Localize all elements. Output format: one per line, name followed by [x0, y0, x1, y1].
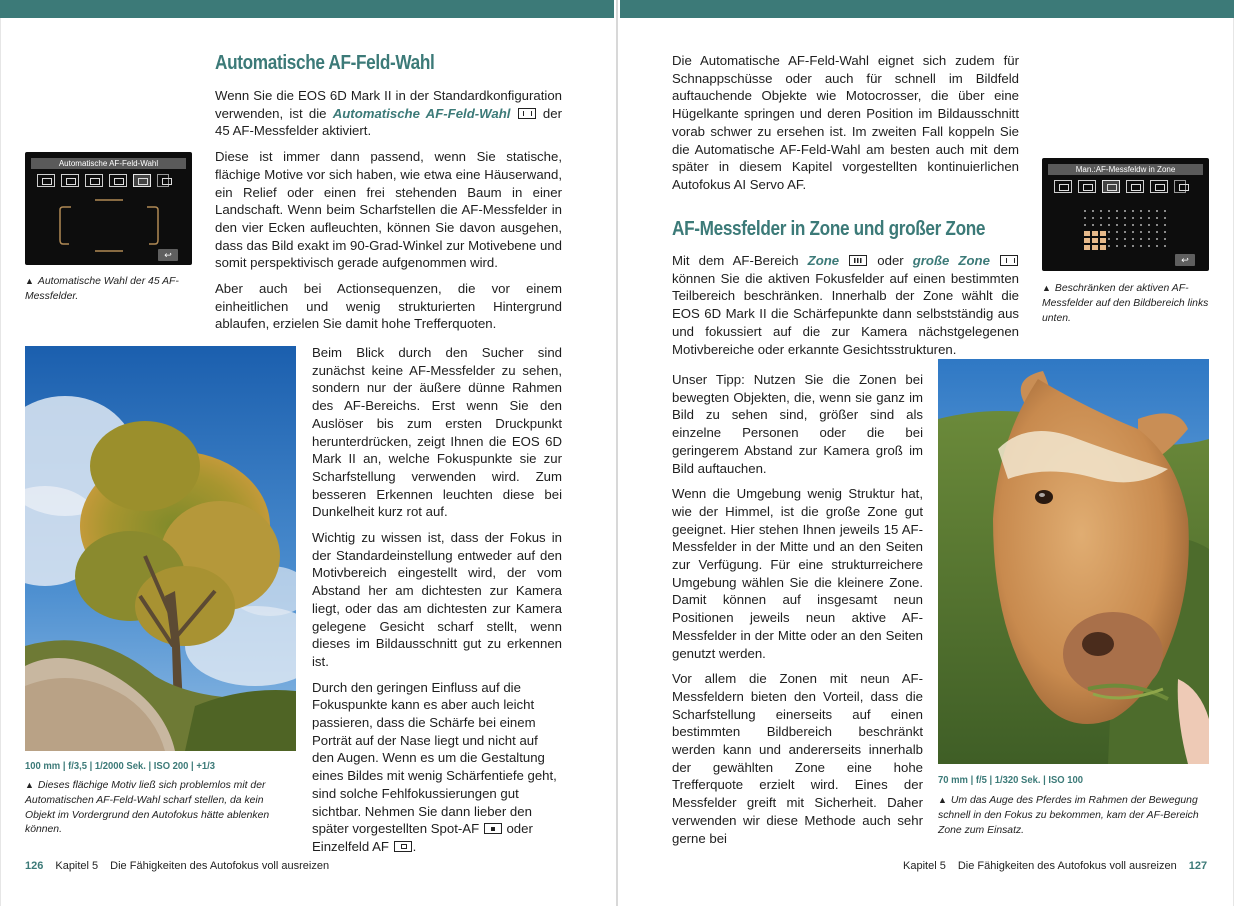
right-screen-caption-text: Beschränken der aktiven AF-Messfelder auf den Bildbereich links unten.: [1042, 283, 1209, 324]
large-zone-highlight: große Zone: [912, 253, 990, 268]
triangle-up-icon: ▲: [25, 276, 34, 286]
af-point: [1108, 210, 1110, 212]
left-paragraph-4: Wichtig zu wissen ist, dass der Fokus in der Standardeinstellung entweder auf den Motivbereich eingestellt wird, der vom Abstand her am dichtesten zur Kamera liegt, oder das am dichtesten zur Kamera gelegene Gesicht scharf stellt, wenn dieses im Bildausschnitt gut zu erkennen ist.: [312, 530, 562, 669]
right-paragraph-4: Vor allem die Zonen mit neun AF-Messfeldern bieten den Vorteil, dass die Scharfstellung einerseits auf einen bestimmten Bildbereich beschränkt werden kann und andererseits innerhalb der gewählten Zone eine hohe Trefferquote erzielt wird. Eines der Messfelder greift mit Sicherheit. Daher verwenden wir diese Methode auch sehr gerne bei: [672, 671, 923, 846]
af-point-active: [1084, 231, 1090, 236]
left-photo-caption-text: Dieses flächige Motiv ließ sich problemlos mit der Automatischen AF-Feld-Wahl scharf stellen, da kein Objekt im Vordergrund den Autofokus hätte ablenken können.: [25, 780, 270, 836]
af-point: [1156, 245, 1158, 247]
af-point: [1108, 217, 1110, 219]
screen-title: Automatische AF-Feld-Wahl: [31, 158, 186, 169]
intro-pre: Wenn Sie die EOS 6D Mark II in der Standardkonfiguration verwenden, ist die: [215, 88, 562, 121]
zone-af-inline-icon: [849, 255, 867, 266]
af-point: [1132, 231, 1134, 233]
left-paragraph-2: Aber auch bei Actionsequenzen, die vor einem einheitlichen und wenig strukturierten Hintergrund ablaufen, erzielen Sie damit hohe Trefferquoten.: [215, 281, 562, 332]
right-footer: [903, 860, 1207, 872]
af-point: [1124, 210, 1126, 212]
p1-post: können Sie die aktiven Fokusfelder auf einen bestimmten Teilbereich beschränken. Innerhalb der Zone wählt die EOS 6D Mark II die Schärfepunkte dann selbstständig aus und fokussiert auf die zur Kamera nächstgelegenen Motivbereiche oder erkannte Gesichtsstrukturen.: [672, 270, 1019, 357]
af-point: [1164, 210, 1166, 212]
left-page-number: 126: [25, 860, 44, 872]
right-paragraph-2: Unser Tipp: Nutzen Sie die Zonen bei bewegten Objekten, die, wenn sie ganz im Bild zu sehen sind, größer sind als einzelne Personen oder die bei geringerem Abstand zur Kamera groß im Bild auftauchen.: [672, 372, 923, 476]
tree-photo: [25, 346, 296, 751]
p5-post: .: [412, 838, 417, 854]
af-point: [1132, 224, 1134, 226]
right-paragraph-1: [672, 252, 1019, 358]
af-point: [1124, 245, 1126, 247]
af-point: [1148, 224, 1150, 226]
right-text-top: [672, 52, 1019, 202]
af-point: [1148, 217, 1150, 219]
af-point: [1164, 238, 1166, 240]
right-screen-caption: [1042, 281, 1214, 326]
af-point: [1140, 238, 1142, 240]
triangle-up-icon: ▲: [938, 795, 947, 805]
zone-highlight: Zone: [807, 253, 840, 268]
af-point: [1116, 224, 1118, 226]
spot-af-inline-icon: [484, 823, 502, 834]
right-text-column: [672, 371, 923, 855]
af-point: [1132, 245, 1134, 247]
p5-mid: oder Einzelfeld AF: [312, 821, 533, 854]
af-point-active: [1092, 238, 1098, 243]
back-arrow-icon: ↩: [1175, 254, 1195, 266]
af-point-active: [1092, 245, 1098, 250]
intro-highlight: Automatische AF-Feld-Wahl: [332, 105, 511, 121]
auto-af-icon: [518, 108, 536, 119]
left-text-column: [312, 344, 562, 864]
right-screen-title: Man.:AF-Messfeldw in Zone: [1048, 164, 1203, 175]
af-point: [1124, 224, 1126, 226]
right-zone-paragraph: [672, 252, 1019, 366]
af-point: [1100, 217, 1102, 219]
af-point: [1132, 210, 1134, 212]
af-point: [1140, 217, 1142, 219]
af-point-active: [1100, 245, 1106, 250]
back-arrow-icon: ↩: [158, 249, 178, 261]
af-point: [1140, 224, 1142, 226]
left-photo-caption: [25, 778, 295, 838]
left-paragraph-5: [312, 679, 562, 856]
right-top-bar: [620, 0, 1234, 18]
af-point: [1148, 245, 1150, 247]
af-point: [1092, 224, 1094, 226]
right-photo-caption: [938, 793, 1210, 838]
af-point-active: [1084, 238, 1090, 243]
af-point-active: [1092, 231, 1098, 236]
af-point: [1140, 245, 1142, 247]
single-point-af-inline-icon: [394, 841, 412, 852]
af-point: [1124, 217, 1126, 219]
af-point: [1084, 224, 1086, 226]
page-gutter: [616, 0, 618, 906]
af-point: [1140, 231, 1142, 233]
tree-photo-art: [25, 346, 296, 751]
af-point: [1116, 210, 1118, 212]
af-point: [1084, 210, 1086, 212]
horse-photo-art: [938, 359, 1209, 764]
camera-screen-auto-af: [25, 152, 192, 265]
af-point: [1132, 238, 1134, 240]
left-paragraph-1: Diese ist immer dann passend, wenn Sie statische, flächige Motive vor sich haben, wie etwa eine Häuserwand, ein Relief oder einen frei stehenden Baum in einer Landschaft. Wenn beim Scharfstellen die AF-Messfelder in den vier Ecken aufleuchten, können Sie davon ausgehen, dass das Bild exakt im 90-Grad-Winkel zur Motivebene und somit perspektivisch gerade aufgenommen wird.: [215, 149, 562, 271]
triangle-up-icon: ▲: [1042, 283, 1051, 293]
right-photo-caption-text: Um das Auge des Pferdes im Rahmen der Bewegung schnell in den Fokus zu bekommen, kam der AF-Bereich Zone zum Einsatz.: [938, 795, 1199, 836]
right-paragraph-0: Die Automatische AF-Feld-Wahl eignet sich zudem für Schnappschüsse oder auch für schnell im Bildfeld auftauchende Objekte wie Motocrosser, die über eine Hügelkante springen und deren Position im Bildausschnitt vorab schwer zu ersehen ist. Im zweiten Fall koppeln Sie die Automatische AF-Feld-Wahl am besten auch mit dem später in diesem Kapitel vorgestellten kontinuierlichen Autofokus AI Servo AF.: [672, 53, 1019, 192]
left-text-top: [215, 87, 562, 341]
af-point: [1124, 231, 1126, 233]
left-heading: Automatische AF-Feld-Wahl: [215, 52, 435, 74]
left-screen-caption: [25, 274, 200, 305]
af-point: [1108, 231, 1110, 233]
af-point: [1164, 217, 1166, 219]
af-point: [1092, 217, 1094, 219]
af-point: [1148, 238, 1150, 240]
af-point: [1108, 238, 1110, 240]
af-point: [1164, 231, 1166, 233]
af-point: [1116, 217, 1118, 219]
af-point: [1092, 210, 1094, 212]
af-point: [1100, 224, 1102, 226]
af-point: [1108, 245, 1110, 247]
af-point: [1156, 238, 1158, 240]
p1-pre: Mit dem AF-Bereich: [672, 253, 808, 268]
af-point: [1100, 210, 1102, 212]
left-footer: [25, 860, 329, 872]
af-point: [1116, 238, 1118, 240]
af-point: [1156, 231, 1158, 233]
large-zone-af-inline-icon: [1000, 255, 1018, 266]
left-screen-caption-text: Automatische Wahl der 45 AF-Messfelder.: [25, 276, 179, 302]
af-point: [1164, 224, 1166, 226]
af-point: [1116, 231, 1118, 233]
af-point: [1156, 210, 1158, 212]
camera-screen-zone-af: [1042, 158, 1209, 271]
af-point: [1148, 210, 1150, 212]
right-page-number: 127: [1188, 860, 1208, 872]
left-top-bar: [0, 0, 614, 18]
p5-pre: Durch den geringen Einfluss auf die Fokuspunkte kann es aber auch leicht passieren, dass die Schärfe bei einem Porträt auf der Nase liegt und nicht auf den Augen. Wenn es um die Gestaltung eines Bildes mit wenig Schärfentiefe geht, sind solche Fehlfokussierungen gut sichtbar. Nehmen Sie dann lieber den später vorgestellten Spot-AF: [312, 679, 557, 837]
left-paragraph-3: Beim Blick durch den Sucher sind zunächst keine AF-Messfelder zu sehen, sondern nur der äußere dünne Rahmen des AF-Bereichs. Erst wenn Sie den Auslöser bis zum ersten Druckpunkt herunterdrücken, zeigt Ihnen die EOS 6D Mark II an, welche Fokuspunkte sie zur Scharfstellung verwenden wird. Zum besseren Erkennen leuchten diese bei Dunkelheit kurz rot auf.: [312, 345, 562, 520]
right-photo-tech-data: 70 mm | f/5 | 1/320 Sek. | ISO 100: [938, 774, 1084, 786]
af-point: [1084, 217, 1086, 219]
left-page-edge: [0, 18, 1, 906]
af-point: [1116, 245, 1118, 247]
af-point: [1132, 217, 1134, 219]
right-footer-title: Die Fähigkeiten des Autofokus voll ausreizen: [957, 860, 1177, 872]
af-point: [1156, 224, 1158, 226]
af-point: [1148, 231, 1150, 233]
af-point-active: [1100, 231, 1106, 236]
triangle-up-icon: ▲: [25, 780, 34, 790]
intro-paragraph: [215, 87, 562, 140]
left-footer-title: Die Fähigkeiten des Autofokus voll ausreizen: [110, 860, 330, 872]
af-point-active: [1100, 238, 1106, 243]
intro-post: der 45 AF-Messfelder aktiviert.: [215, 105, 562, 139]
af-point: [1124, 238, 1126, 240]
af-point: [1164, 245, 1166, 247]
left-footer-chapter: Kapitel 5: [55, 860, 99, 872]
horse-photo: [938, 359, 1209, 764]
right-heading: AF-Messfelder in Zone und großer Zone: [672, 218, 986, 240]
right-paragraph-3: Wenn die Umgebung wenig Struktur hat, wie der Himmel, ist die große Zone gut geeignet. Hier stehen Ihnen jeweils 15 AF-Messfelder in der Mitte und an den Seiten zur Verfügung. Für eine strukturreichere Umgebung wählen Sie die kleinere Zone. Damit können auf insgesamt neun Positionen jeweils neun aktive AF-Messfelder in der Mitte oder an den Seiten genutzt werden.: [672, 486, 923, 661]
af-point: [1156, 217, 1158, 219]
right-footer-chapter: Kapitel 5: [903, 860, 946, 872]
left-photo-tech-data: 100 mm | f/3,5 | 1/2000 Sek. | ISO 200 | +1/3: [25, 760, 215, 772]
af-point: [1140, 210, 1142, 212]
af-point: [1108, 224, 1110, 226]
p1-mid: oder: [868, 253, 913, 268]
af-point-active: [1084, 245, 1090, 250]
